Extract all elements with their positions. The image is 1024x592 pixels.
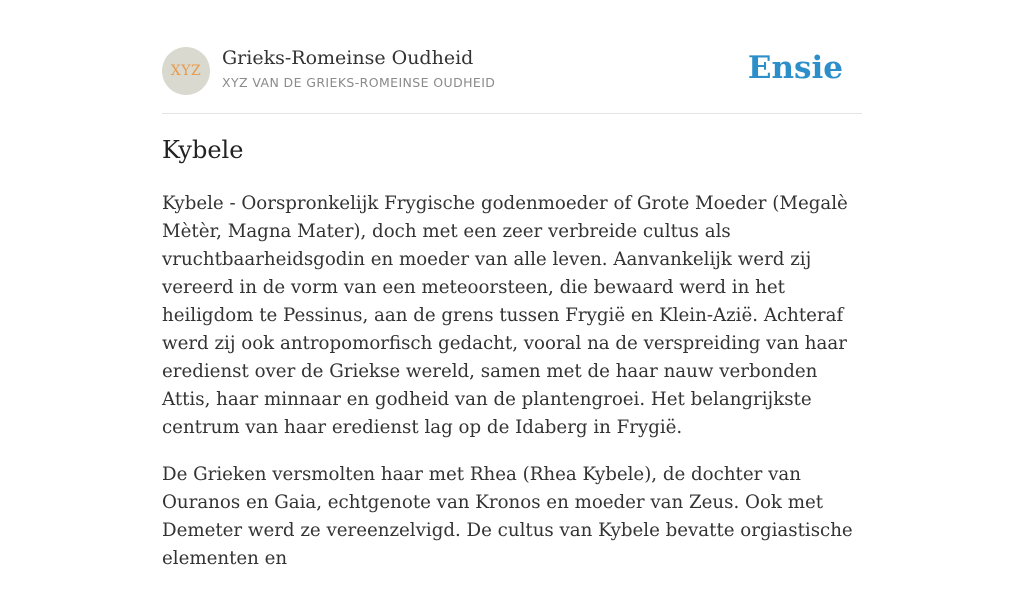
source-header <box>162 47 862 95</box>
avatar-text: XYZ <box>170 63 202 79</box>
article-body <box>162 190 864 592</box>
brand-logo-link[interactable]: Ensie <box>747 50 843 86</box>
article-paragraph: De Grieken versmolten haar met Rhea (Rhea Kybele), de dochter van Ouranos en Gaia, echtgenote van Kronos en moeder van Zeus. Ook met Demeter werd ze vereenzelvigd. De cultus van Kybele bevatte orgiastische elementen en <box>162 464 853 569</box>
source-subtitle: XYZ VAN DE GRIEKS-ROMEINSE OUDHEID <box>222 75 496 90</box>
source-avatar[interactable] <box>162 47 210 95</box>
article-paragraph: Kybele - Oorspronkelijk Frygische godenmoeder of Grote Moeder (Megalè Mètèr, Magna Mater), doch met een zeer verbreide cultus als vruchtbaarheidsgodin en moeder van alle leven. Aanvankelijk werd zij vereerd in de vorm van een meteoorsteen, die bewaard werd in het heiligdom te Pessinus, aan de grens tussen Frygië en Klein-Azië. Achteraf werd zij ook antropomorfisch gedacht, vooral na de verspreiding van haar eredienst over de Griekse wereld, samen met de haar nauw verbonden Attis, haar minnaar en godheid van de plantengroei. Het belangrijkste centrum van haar eredienst lag op de Idaberg in Frygië. <box>162 193 848 438</box>
header-divider <box>162 113 862 114</box>
article-title: Kybele <box>162 136 244 164</box>
source-name-link[interactable]: Grieks-Romeinse Oudheid <box>222 47 474 69</box>
